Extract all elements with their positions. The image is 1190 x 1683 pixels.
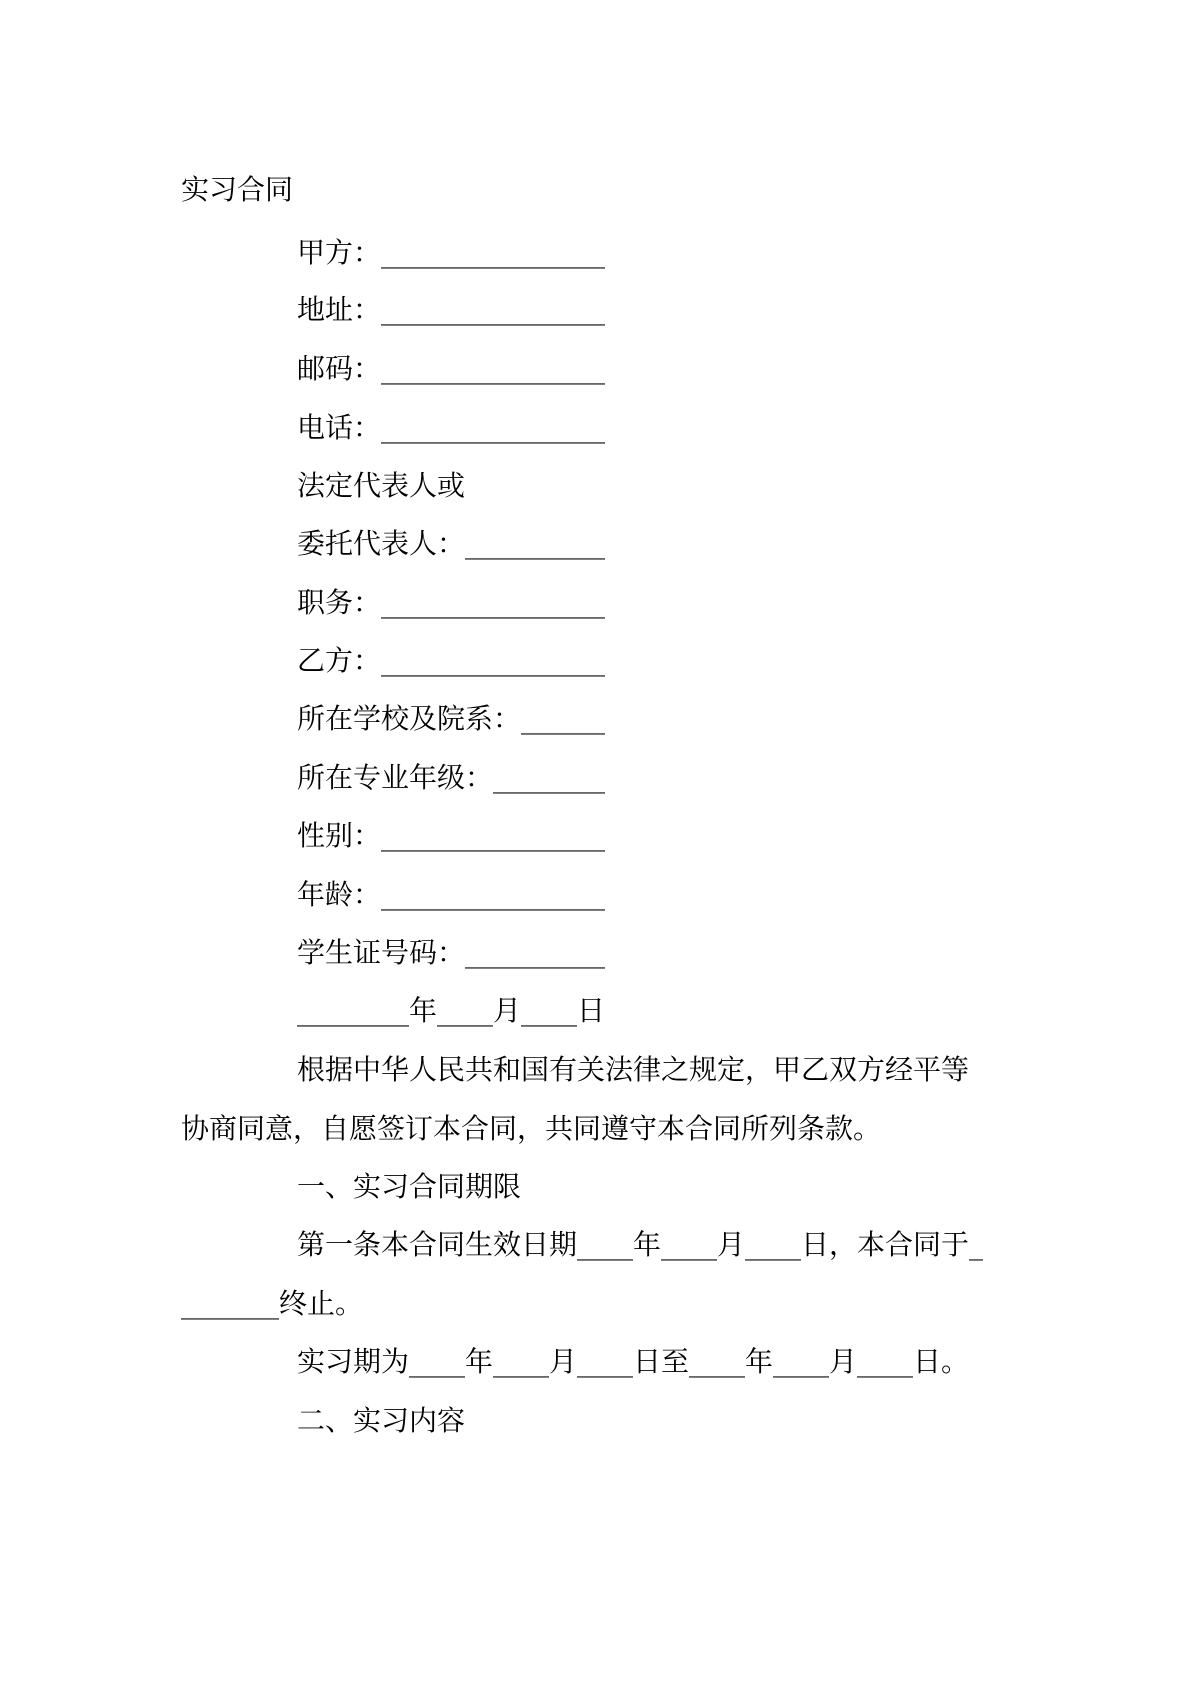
authorized-representative-field: 委托代表人：__________	[297, 527, 606, 560]
position-field: 职务：________________	[297, 586, 606, 619]
signature-date-field: ________年____月____日	[297, 994, 606, 1027]
legal-representative-label: 法定代表人或	[297, 469, 466, 502]
major-grade-field: 所在专业年级：________	[297, 761, 606, 794]
section-heading-content: 二、实习内容	[297, 1404, 466, 1437]
document-title: 实习合同	[181, 173, 294, 206]
intro-paragraph-line-1: 根据中华人民共和国有关法律之规定，甲乙双方经平等	[297, 1053, 970, 1086]
school-department-field: 所在学校及院系：______	[297, 702, 606, 735]
party-a-field: 甲方：________________	[297, 236, 606, 269]
internship-period-line: 实习期为____年____月____日至____年____月____日。	[297, 1345, 970, 1378]
article-1-line-2: _______终止。	[181, 1287, 364, 1320]
student-id-field: 学生证号码：__________	[297, 936, 606, 969]
postal-code-field: 邮码：________________	[297, 352, 606, 385]
party-b-field: 乙方：________________	[297, 644, 606, 677]
phone-field: 电话：________________	[297, 411, 606, 444]
section-heading-term: 一、实习合同期限	[297, 1170, 522, 1203]
age-field: 年龄：________________	[297, 878, 606, 911]
intro-paragraph-line-2: 协商同意，自愿签订本合同，共同遵守本合同所列条款。	[181, 1112, 882, 1145]
article-1-line-1: 第一条本合同生效日期____年____月____日，本合同于_	[297, 1228, 984, 1261]
address-field: 地址：________________	[297, 293, 606, 326]
gender-field: 性别：________________	[297, 819, 606, 852]
